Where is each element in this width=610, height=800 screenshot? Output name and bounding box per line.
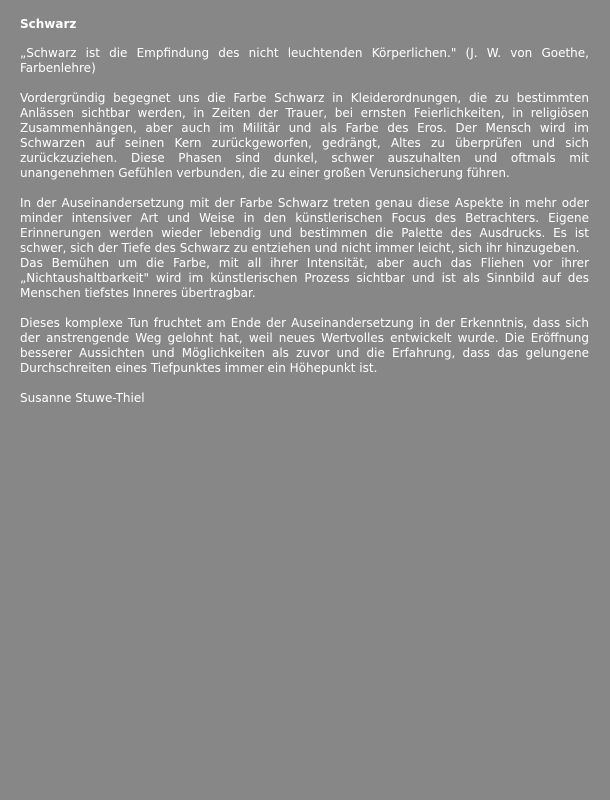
- paragraph-2-part-2: Das Bemühen um die Farbe, mit all ihrer Intensität, aber auch das Fliehen vor ihrer „Nichtaushaltbarkeit" wird im künstlerischen Prozess sichtbar und ist als Sinnbild auf des Menschen tiefstes Inneres übertragbar.: [20, 256, 589, 300]
- paragraph-1: Vordergründig begegnet uns die Farbe Schwarz in Kleiderordnungen, die zu bestimmten Anlässen sichtbar werden, in Zeiten der Trauer, bei ernsten Feierlichkeiten, in religiösen Zusammenhängen, aber auch im Militär und als Farbe des Eros. Der Mensch wird im Schwarzen auf seinen Kern zurückgeworfen, gedrängt, Altes zu überprüfen und sich zurückzuziehen. Diese Phasen sind dunkel, schwer auszuhalten und oftmals mit unangenehmen Gefühlen verbunden, die zu einer großen Verunsicherung führen.: [20, 91, 589, 180]
- author-signature: Susanne Stuwe-Thiel: [20, 391, 145, 405]
- goethe-quote: „Schwarz ist die Empfindung des nicht leuchtenden Körperlichen." (J. W. von Goethe, Farbenlehre): [20, 46, 589, 75]
- paragraph-2: [20, 196, 589, 301]
- paragraph-2-part-1: In der Auseinandersetzung mit der Farbe Schwarz treten genau diese Aspekte in mehr oder minder intensiver Art und Weise in den künstlerischen Focus des Betrachters. Eigene Erinnerungen werden wieder lebendig und bestimmen die Palette des Ausdrucks. Es ist schwer, sich der Tiefe des Schwarz zu entziehen und nicht immer leicht, sich ihr hinzugeben.: [20, 196, 589, 255]
- article-title: Schwarz: [20, 17, 77, 31]
- paragraph-3: Dieses komplexe Tun fruchtet am Ende der Auseinandersetzung in der Erkenntnis, dass sich der anstrengende Weg gelohnt hat, weil neues Wertvolles entwickelt wurde. Die Eröffnung besserer Aussichten und Möglichkeiten als zuvor und die Erfahrung, dass das gelungene Durchschreiten eines Tiefpunktes immer ein Höhepunkt ist.: [20, 316, 589, 375]
